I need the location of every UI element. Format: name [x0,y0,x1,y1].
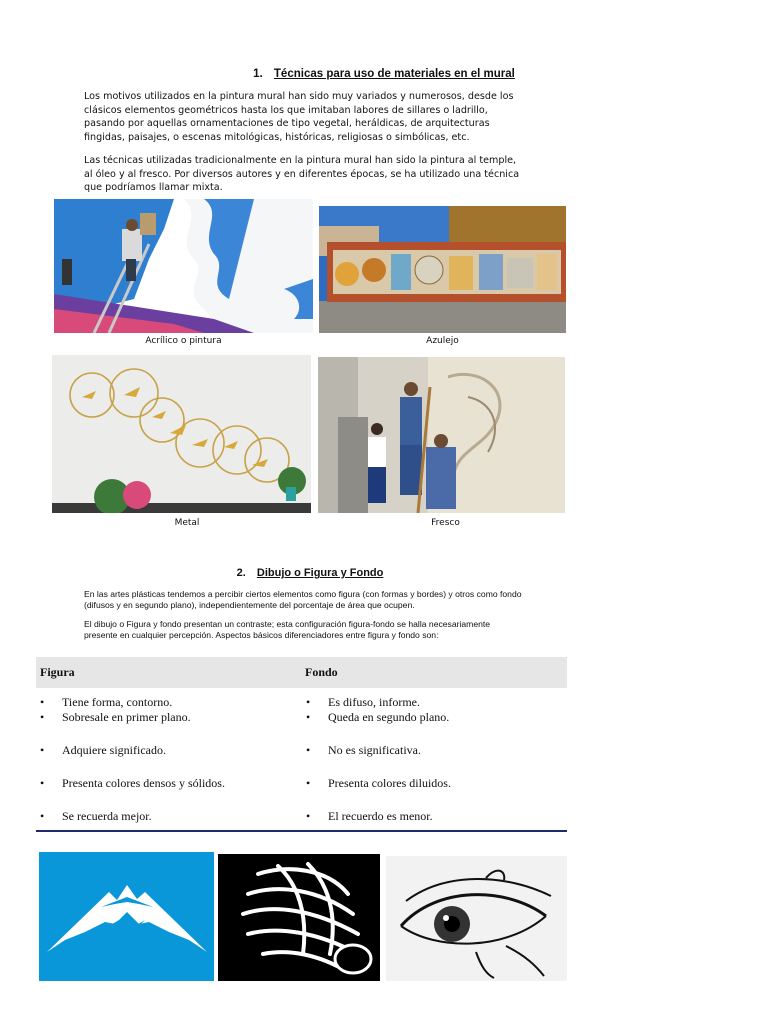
caption-metal: Metal [174,518,200,528]
bullet: • [306,710,311,724]
fondo-cell: No es significativa. [328,743,421,757]
figura-cell: Sobresale en primer plano. [62,710,191,724]
figura-cell: Presenta colores densos y sólidos. [62,776,225,790]
caption-fresco: Fresco [431,518,460,528]
bullet: • [306,743,311,757]
bullet: • [40,695,45,709]
table-row [36,809,152,824]
zebra-image [218,854,380,981]
bullet: • [306,776,311,790]
table-row [36,743,166,758]
section-1-paragraph-1: Los motivos utilizados en la pintura mural han sido muy variados y numerosos, desde los clásicos elementos geométricos hasta los que imitaban labores de sillares o ladrillo, pasando por aquellas ornamentaciones de tipo vegetal, heráldicas, de arquitecturas fingidas, paisajes, o escenas mitológicas, históricas, religiosas o simbólicas, etc. [84,91,514,143]
section-2-heading [0,567,620,579]
section-2-number: 2. [236,567,246,579]
fondo-cell: Es difuso, informe. [328,695,420,709]
table-bottom-rule [36,830,567,832]
table-header [36,657,567,688]
table-header-figura: Figura [40,665,75,679]
section-1-number: 1. [253,68,263,80]
table-row [302,776,451,791]
section-1-paragraph-2: Las técnicas utilizadas tradicionalmente en la pintura mural han sido la pintura al temple, al óleo y al fresco. Por diversos autores y en diferentes épocas, se ha utilizado una técnica que podríamos llamar mixta. [84,155,520,194]
table-row [302,710,449,725]
figura-cell: Se recuerda mejor. [62,809,152,823]
fresco-photo [318,357,565,513]
section-2-paragraph-2: El dibujo o Figura y fondo presentan un contraste; esta configuración figura-fondo se halla necesariamente presente en cualquier percepción. Aspectos básicos diferenciadores entre figura y fondo son: [84,619,491,640]
table-row [36,695,172,710]
acrylic-mural-photo [54,199,313,333]
table-row [302,743,421,758]
bullet: • [40,710,45,724]
table-row [302,809,433,824]
fondo-cell: El recuerdo es menor. [328,809,433,823]
section-1-heading [0,68,768,80]
table-row [36,710,191,725]
metal-sculpture-photo [52,355,311,513]
section-1-title: Técnicas para uso de materiales en el mural [273,68,515,80]
fondo-cell: Presenta colores diluidos. [328,776,451,790]
eye-drawing-image [386,856,567,981]
figura-cell: Adquiere significado. [62,743,166,757]
bullet: • [306,695,311,709]
section-2-paragraph-1: En las artes plásticas tendemos a percibir ciertos elementos como figura (con formas y bordes) y otros como fondo (difusos y en segundo plano), independientemente del porcentaje de área que ocupen. [84,589,522,610]
bullet: • [40,809,45,823]
fondo-cell: Queda en segundo plano. [328,710,450,724]
table-row [36,776,225,791]
section-2-title: Dibujo o Figura y Fondo [256,567,384,579]
caption-acrylic: Acrílico o pintura [145,336,222,346]
bullet: • [40,776,45,790]
bullet: • [40,743,45,757]
bullet: • [306,809,311,823]
table-row [302,695,420,710]
figura-cell: Tiene forma, contorno. [62,695,173,709]
eagle-mountain-image [39,852,214,981]
table-header-fondo: Fondo [305,665,338,679]
caption-tile: Azulejo [426,336,459,346]
tile-mural-photo [319,206,566,333]
